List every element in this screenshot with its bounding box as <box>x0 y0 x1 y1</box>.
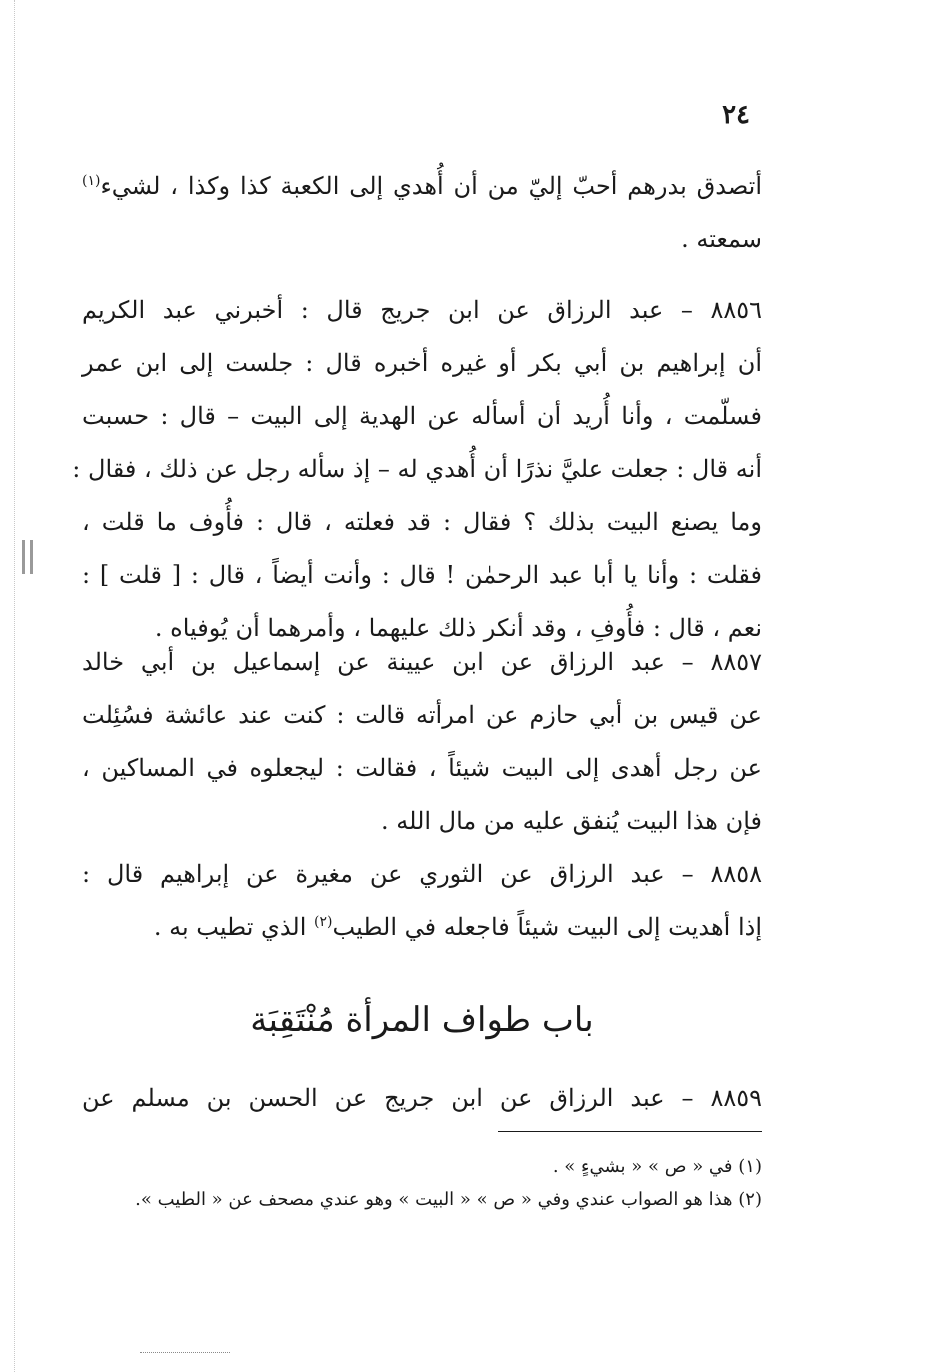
text-line: ٨٨٥٨ – عبد الرزاق عن الثوري عن مغيرة عن إبراهيم قال : <box>82 860 762 888</box>
hadith-8859 <box>82 1072 762 1125</box>
page-number: ٢٤ <box>722 100 750 130</box>
text-line: أن إبراهيم بن أبي بكر أو غيره أخبره قال : جلست إلى ابن عمر <box>82 349 762 377</box>
text-line: أنه قال : جعلت عليَّ نذرًا أن أُهدي له – إذ سأله رجل عن ذلك ، فقال : <box>72 455 762 483</box>
footnote-ref-1: (١) <box>82 173 101 189</box>
text-line: ٨٨٥٦ – عبد الرزاق عن ابن جريج قال : أخبرني عبد الكريم <box>82 296 763 324</box>
text-line: نعم ، قال : فأُوفِ ، وقد أنكر ذلك عليهما ، وأمرهما أن يُوفياه . <box>154 614 762 642</box>
text-line: فسلّمت ، وأنا أُريد أن أسأله عن الهدية إلى البيت – قال : حسبت <box>82 402 762 430</box>
text-line: فقلت : وأنا يا أبا عبد الرحمٰن ! قال : وأنت أيضاً ، قال : [ قلت ] : <box>82 561 762 589</box>
text-line: ٨٨٥٩ – عبد الرزاق عن ابن جريج عن الحسن بن مسلم عن <box>82 1084 762 1112</box>
text-line: عن قيس بن أبي حازم عن امرأته قالت : كنت عند عائشة فسُئِلت <box>82 701 762 729</box>
scan-artifact-mark <box>22 540 25 574</box>
chapter-title: باب طواف المرأة مُنْتَقِبَة <box>250 1000 594 1040</box>
footnote-2: (٢) هذا هو الصواب عندي وفي « ص » « البيت » وهو عندي مصحف عن « الطيب ». <box>135 1189 762 1210</box>
hadith-8857 <box>82 636 762 848</box>
text-line: أتصدق بدرهم أحبّ إليّ من أن أُهدي إلى الكعبة كذا وكذا ، لشيء$^{(١)}$ <box>82 172 762 200</box>
footnote-separator <box>498 1131 762 1132</box>
scan-artifact-mark <box>30 540 33 574</box>
text-line: إذا أهديت إلى البيت شيئاً فاجعله في الطيب$^{(٢)}$ الذي تطيب به . <box>153 913 762 941</box>
scan-left-edge <box>0 0 15 1372</box>
continuation-paragraph <box>82 160 762 266</box>
scan-artifact-specks <box>140 1352 230 1361</box>
text-line: سمعته . <box>681 225 762 253</box>
text-line: وما يصنع البيت بذلك ؟ فقال : قد فعلته ، قال : فأُوف ما قلت ، <box>82 508 762 536</box>
text-line: فإن هذا البيت يُنفق عليه من مال الله . <box>381 807 762 835</box>
footnote-1: (١) في « ص » « بشيءٍ » . <box>552 1156 762 1177</box>
hadith-8858 <box>82 848 762 954</box>
footnotes <box>82 1150 762 1216</box>
text-line: ٨٨٥٧ – عبد الرزاق عن ابن عيينة عن إسماعيل بن أبي خالد <box>82 648 763 676</box>
hadith-8856 <box>72 284 763 655</box>
text-line: عن رجل أهدى إلى البيت شيئاً ، فقالت : ليجعلوه في المساكين ، <box>82 754 762 782</box>
footnote-ref-2: (٢) <box>314 914 333 930</box>
